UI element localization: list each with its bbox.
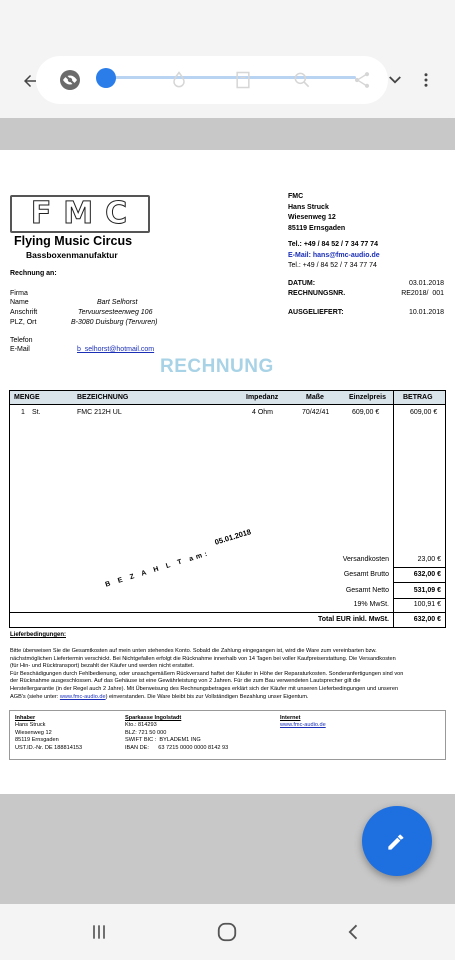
summary-divider: [393, 567, 445, 568]
back-icon[interactable]: [342, 920, 366, 944]
terms-website-link[interactable]: www.fmc-audio.de: [59, 693, 106, 700]
footer-website-link[interactable]: www.fmc-audio.de: [280, 722, 326, 729]
invoice-table: [9, 390, 446, 628]
more-vert-icon[interactable]: [414, 68, 438, 92]
edit-fab-button[interactable]: [362, 806, 432, 876]
row-qty: 1: [21, 409, 25, 416]
terms-last-prefix: AGB's (siehe unter:: [10, 693, 60, 700]
amount-column-divider: [393, 391, 394, 627]
invoice-number-label: RECHNUNGSNR.: [288, 290, 346, 297]
summary-label: Gesamt Brutto: [343, 571, 389, 578]
date-value: 03.01.2018: [408, 280, 444, 287]
no-eye-icon[interactable]: [56, 66, 84, 94]
row-impedance: 4 Ohm: [252, 409, 274, 416]
invoice-number-value: RE2018/ 001: [401, 290, 444, 297]
bank-heading: Sparkasse Ingolstadt: [125, 715, 182, 721]
bank-line: SWIFT BIC : BYLADEM1 ING: [125, 737, 201, 744]
sender-block: [288, 192, 380, 272]
summary-value: 632,00 €: [413, 571, 441, 578]
sender-street: Wiesenweg 12: [288, 214, 336, 221]
label-name: Name: [10, 299, 29, 306]
sender-email[interactable]: E-Mail: hans@fmc-audio.de: [288, 251, 380, 259]
total-value: 632,00 €: [413, 616, 441, 623]
bank-line: IBAN DE: 63 7215 0000 0000 8142 93: [125, 744, 229, 751]
header-desc: BEZEICHNUNG: [77, 394, 129, 401]
delivered-label: AUSGELIEFERT:: [288, 309, 344, 316]
bank-line: BLZ: 721 50 000: [125, 729, 167, 736]
summary-value: 23,00 €: [417, 556, 441, 563]
viewer-toolbar: [0, 40, 455, 118]
total-divider: [10, 612, 445, 613]
terms-heading: Lieferbedingungen:: [10, 632, 66, 638]
row-unit-price: 609,00 €: [352, 409, 380, 416]
header-qty: MENGE: [14, 394, 40, 401]
logo-text: FMC: [30, 196, 140, 231]
bank-line: Kto.: 814293: [125, 722, 157, 729]
summary-divider: [393, 598, 445, 599]
home-icon[interactable]: [215, 920, 239, 944]
label-address: Anschrift: [10, 309, 38, 316]
bank-column: [125, 715, 228, 752]
share-icon[interactable]: [350, 68, 374, 92]
label-zip: PLZ, Ort: [10, 319, 37, 326]
recipient-email-link[interactable]: b_selhorst@hotmail.com: [77, 346, 155, 353]
row-desc: FMC 212H UL: [77, 409, 122, 416]
summary-label: Versandkosten: [342, 556, 389, 563]
invoice-page: [0, 150, 455, 794]
owner-line: Hans Struck: [15, 722, 46, 729]
terms-line: Herstellergarantie (in der Regel auch 2 Jahre). Mit Überweisung des Rechnungsbetrages erklärt sich der Käufer mit unseren Lieferbedingungen und unseren: [10, 685, 399, 692]
delivered-value: 10.01.2018: [408, 309, 444, 316]
terms-last-suffix: ) einverstanden. Die Ware bleibt bis zur Vollständigen Bezahlung unser Eigentum.: [105, 693, 309, 700]
recent-apps-icon[interactable]: [87, 920, 111, 944]
recipient-heading: Rechnung an:: [10, 270, 57, 277]
water-drop-icon[interactable]: [167, 68, 191, 92]
sender-tel: Tel.: +49 / 84 52 / 7 34 77 74: [288, 241, 378, 248]
recipient-zip: B-3080 Duisburg (Tervuren): [71, 319, 158, 326]
page-gap-top: [0, 118, 455, 150]
summary-label: Gesamt Netto: [345, 587, 389, 594]
row-unit: St.: [32, 409, 41, 416]
recipient-address: Tervuursesteenweg 106: [78, 309, 153, 316]
back-arrow-icon[interactable]: [18, 69, 42, 93]
summary-label: 19% MwSt.: [353, 601, 389, 608]
web-heading: Internet: [280, 715, 301, 721]
owner-column: [15, 715, 82, 752]
toolbar-pill: [36, 56, 388, 104]
paid-text: B E Z A H L T am:: [104, 550, 211, 589]
label-email: E-Mail: [10, 346, 30, 353]
terms-line: (für Hin- und Rücktransport) bezahlt der Käufer und werden nicht erstattet.: [10, 663, 195, 670]
owner-line: 85119 Ernsgaden: [15, 737, 59, 744]
invoice-title: RECHNUNG: [160, 356, 274, 377]
brand-name: Flying Music Circus: [14, 234, 133, 248]
pencil-icon: [384, 828, 410, 854]
owner-line: UST.ID.-Nr. DE 188814153: [15, 744, 83, 751]
header-dims: Maße: [306, 394, 324, 401]
status-bar: [0, 0, 455, 40]
terms-line: Bitte überweisen Sie die Gesamtkosten auf mein unten stehendes Konto. Sobald die Zahlung eingegangen ist, wird die Ware zum vereinbarten bzw.: [10, 648, 377, 654]
label-phone: Telefon: [10, 337, 33, 344]
brand-tagline: Bassboxenmanufaktur: [26, 250, 118, 260]
web-column: [280, 715, 326, 730]
terms-line: der Rücknahme ausgeschlossen. Auf das Gehäuse ist eine Gewährleistung von 2 Jahren. Für die zum Bau verwendeten Lautsprecher gilt die: [10, 678, 361, 685]
owner-heading: Inhaber: [15, 715, 36, 721]
owner-line: Wiesenweg 12: [15, 729, 52, 736]
sender-tel-plain: Tel.: +49 / 84 52 / 7 34 77 74: [288, 262, 377, 269]
summary-value: 100,91 €: [413, 601, 441, 608]
paid-date: 05.01.2018: [213, 527, 253, 547]
terms-text: [10, 648, 446, 701]
header-impedance: Impedanz: [246, 394, 279, 401]
recipient-name: Bart Selhorst: [97, 299, 138, 306]
slider-knob[interactable]: [96, 68, 116, 88]
terms-line: nächstmöglichen Liefertermin verschickt. Bei Nichtgefallen erfolgt die Rücknahme innerhalb von 14 Tagen bei voller Kaufpreiserstattung. Die Versandkosten: [10, 655, 396, 662]
header-unit-price: Einzelpreis: [349, 394, 386, 401]
header-amount: BETRAG: [403, 394, 433, 401]
sender-city: 85119 Ernsgaden: [288, 224, 346, 232]
label-company: Firma: [10, 290, 28, 297]
invoice-footer: [9, 710, 446, 760]
system-nav-bar: [0, 904, 455, 960]
search-icon[interactable]: [290, 68, 314, 92]
chevron-down-icon[interactable]: [383, 68, 407, 92]
terms-line: Für Beschädigungen durch Fehlbedienung, oder unsachgemäßem Rückversand haftet der Käufer in Höhe der Reparaturkosten. Sonderanfertigungen sind von: [10, 670, 404, 677]
total-label: Total EUR inkl. MwSt.: [317, 616, 389, 623]
fmc-logo: [10, 195, 150, 233]
row-dims: 70/42/41: [302, 409, 330, 416]
terms-line-last: [10, 694, 446, 702]
date-label: DATUM:: [288, 280, 316, 287]
sender-name: Hans Struck: [288, 203, 329, 211]
summary-value: 531,09 €: [413, 587, 441, 594]
row-amount: 609,00 €: [410, 409, 438, 416]
page-icon[interactable]: [231, 68, 255, 92]
summary-divider: [393, 582, 445, 583]
sender-company: FMC: [288, 193, 304, 200]
